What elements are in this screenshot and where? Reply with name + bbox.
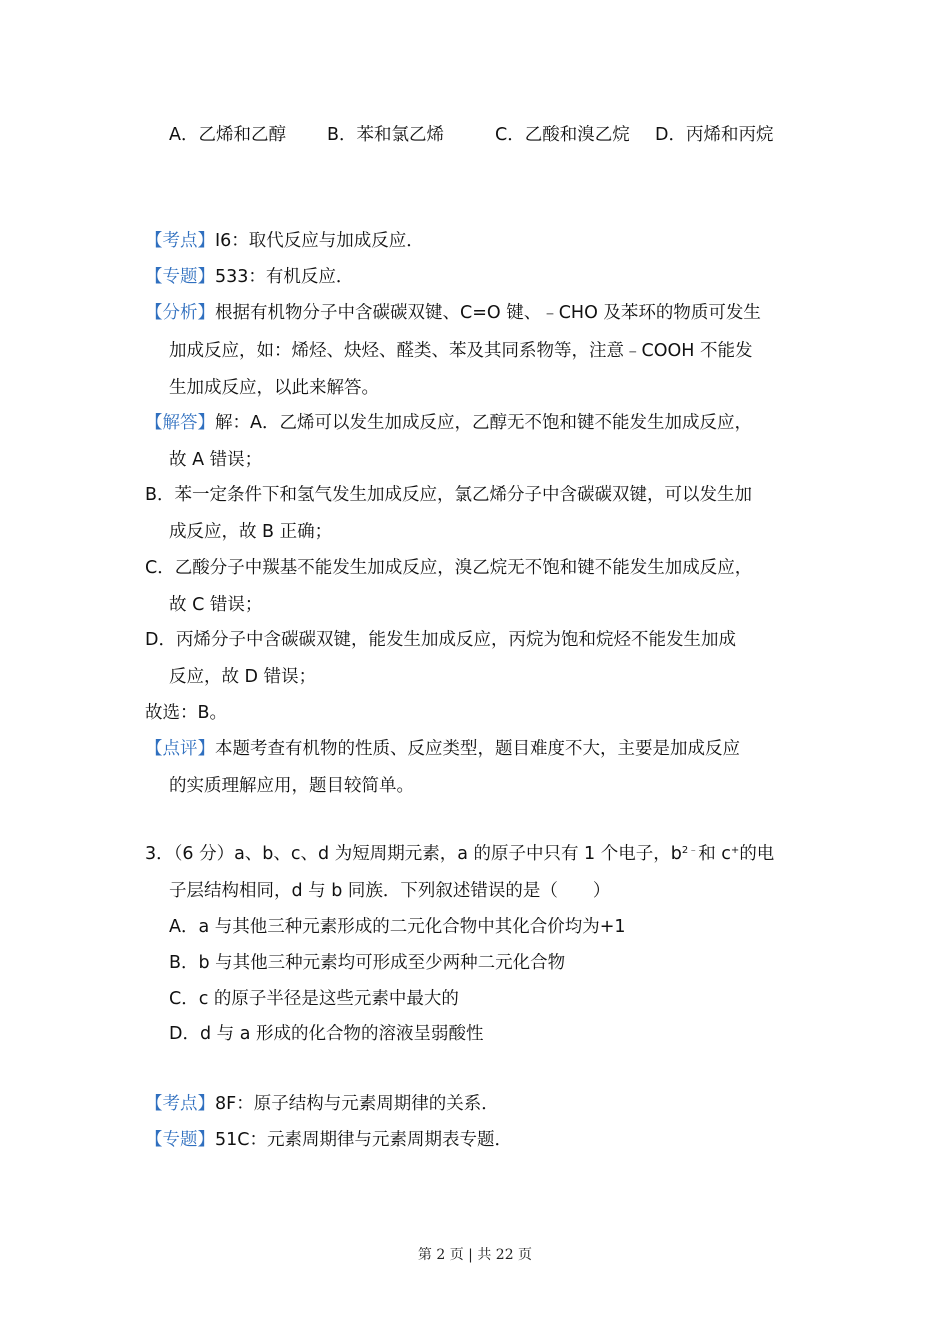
jieda-label: 【解答】 [145,413,215,433]
q2-jieda-line-2: 故 A 错误； [169,450,263,470]
q3-stem-part-1: 3．（6 分）a、b、c、d 为短周期元素，a 的原子中只有 1 个电子，b [145,844,682,864]
q3-option-b: B．b 与其他三种元素均可形成至少两种二元化合物 [169,953,566,973]
kaodian-label: 【考点】 [145,1094,215,1114]
q3-stem-part-3: 的电 [739,844,775,864]
q3-option-d: D．d 与 a 形成的化合物的溶液呈弱酸性 [169,1024,484,1044]
q3-stem-sup-b: 2﹣ [681,845,699,856]
zhuanti-label: 【专题】 [145,267,215,287]
q2-zhuanti [145,265,353,289]
q2-jieda-line-1: 解：A．乙烯可以发生加成反应，乙醇无不饱和键不能发生加成反应， [215,413,752,433]
kaodian-label: 【考点】 [145,231,215,251]
q2-jieda [145,411,752,435]
q3-zhuanti [145,1128,512,1152]
q2-b-line-2: 成反应，故 B 正确； [169,522,333,542]
q2-option-b: B．苯和氯乙烯 [327,125,445,145]
q2-fenxi-line-2: 加成反应，如：烯烃、炔烃、醛类、苯及其同系物等，注意﹣COOH 不能发 [169,341,753,361]
zhuanti-label: 【专题】 [145,1130,215,1150]
q3-stem-line-2: 子层结构相同，d 与 b 同族．下列叙述错误的是（ ） [169,881,611,901]
q3-kaodian-text: 8F：原子结构与元素周期律的关系． [215,1094,499,1114]
q2-dianping-line-2: 的实质理解应用，题目较简单。 [169,776,414,796]
q2-option-c: C．乙酸和溴乙烷 [495,125,630,145]
q2-fenxi-line-1: 根据有机物分子中含碳碳双键、C=O 键、﹣CHO 及苯环的物质可发生 [215,303,761,323]
q3-stem-part-2: 和 c [698,844,731,864]
dianping-label: 【点评】 [145,739,215,759]
q2-fenxi-line-3: 生加成反应，以此来解答。 [169,378,379,398]
q2-option-d: D．丙烯和丙烷 [655,125,774,145]
q2-c-line-1: C．乙酸分子中羰基不能发生加成反应，溴乙烷无不饱和键不能发生加成反应， [145,558,753,578]
q2-option-a: A．乙烯和乙醇 [169,125,286,145]
q2-answer: 故选：B。 [145,703,228,723]
q2-b-line-1: B．苯一定条件下和氢气发生加成反应，氯乙烯分子中含碳碳双键，可以发生加 [145,485,753,505]
q2-d-line-1: D．丙烯分子中含碳碳双键，能发生加成反应，丙烷为饱和烷烃不能发生加成 [145,630,736,650]
q3-kaodian [145,1092,499,1116]
q3-zhuanti-text: 51C：元素周期律与元素周期表专题． [215,1130,512,1150]
q3-stem-line-1 [145,842,774,866]
q2-fenxi [145,301,761,325]
q2-dianping [145,737,740,761]
q3-stem-sup-c: + [730,845,740,856]
q3-option-a: A．a 与其他三种元素形成的二元化合物中其化合价均为+1 [169,917,626,937]
q2-kaodian-text: I6：取代反应与加成反应． [215,231,424,251]
page-footer: 第 2 页 | 共 22 页 [417,1247,533,1263]
q2-d-line-2: 反应，故 D 错误； [169,667,317,687]
q2-options [169,123,774,147]
q2-kaodian [145,229,424,253]
q2-c-line-2: 故 C 错误； [169,595,263,615]
q2-dianping-line-1: 本题考查有机物的性质、反应类型，题目难度不大，主要是加成反应 [215,739,740,759]
fenxi-label: 【分析】 [145,303,215,323]
q3-option-c: C．c 的原子半径是这些元素中最大的 [169,989,459,1009]
q2-zhuanti-text: 533：有机反应． [215,267,354,287]
